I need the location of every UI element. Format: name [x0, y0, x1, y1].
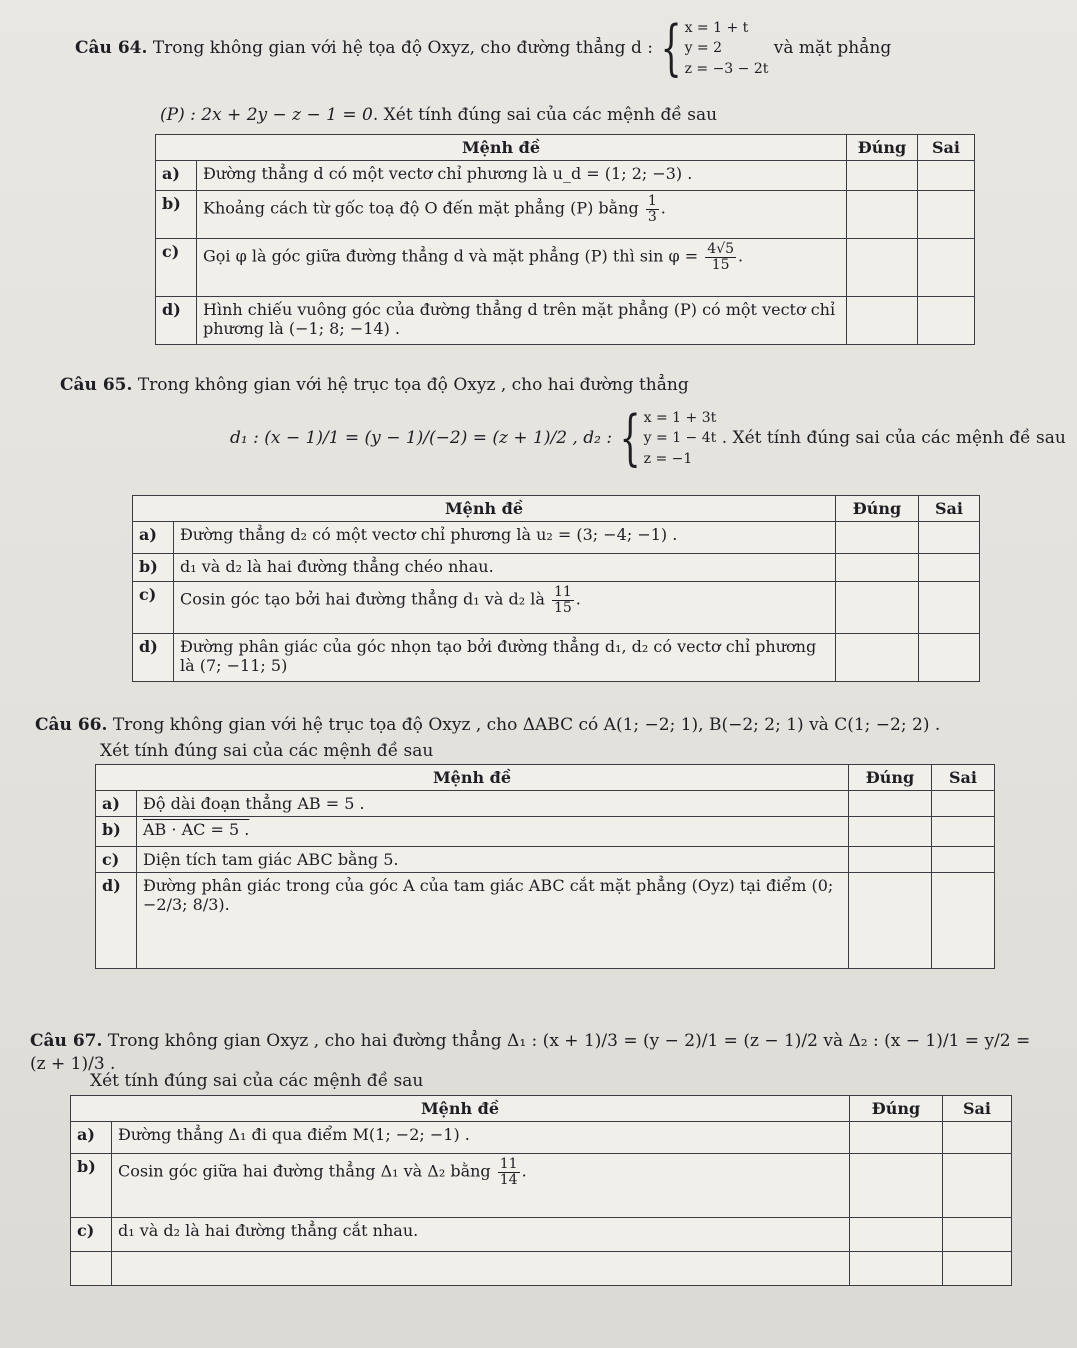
statement-text: d₁ và d₂ là hai đường thẳng cắt nhau. [112, 1218, 850, 1252]
statement-text: Đường phân giác trong của góc A của tam giác ABC cắt mặt phẳng (Oyz) tại điểm (0; −2/3; 8/3). [137, 873, 849, 969]
header-false: Sai [919, 496, 980, 522]
answer-false-cell[interactable] [932, 873, 995, 969]
question-text: . Xét tính đúng sai của các mệnh đề sau [721, 427, 1066, 448]
plane-equation: (P) : 2x + 2y − z − 1 = 0 [160, 105, 373, 125]
answer-true-cell[interactable] [850, 1122, 943, 1154]
question-67-sub [90, 1070, 423, 1093]
answer-false-cell[interactable] [919, 634, 980, 682]
statement-cell: Gọi φ là góc giữa đường thẳng d và mặt phẳng (P) thì sin φ = $\frac{4√5}{15}$ . [197, 239, 847, 297]
answer-true-cell[interactable] [849, 817, 932, 847]
question-label: Câu 67. [30, 1031, 103, 1051]
statement-text: Diện tích tam giác ABC bằng 5. [137, 847, 849, 873]
row-label: c) [71, 1218, 112, 1252]
row-label: c) [133, 582, 174, 634]
answer-false-cell[interactable] [919, 582, 980, 634]
header-statement: Mệnh đề [71, 1096, 850, 1122]
fraction: $\frac{1}{3}$ [647, 193, 657, 225]
answer-false-cell[interactable] [918, 191, 975, 239]
answer-true-cell[interactable] [847, 297, 918, 345]
fraction: $\frac{4√5}{15}$ [707, 241, 735, 273]
answer-true-cell[interactable] [850, 1218, 943, 1252]
row-label: d) [96, 873, 137, 969]
question-64-header [75, 13, 975, 84]
question-text: Trong không gian với hệ trục tọa độ Oxyz , cho ΔABC có A(1; −2; 1), B(−2; 2; 1) và C(1; −2; 2) . [112, 715, 941, 735]
question-text: Trong không gian Oxyz , cho hai đường thẳng Δ₁ : (x + 1)/3 = (y − 2)/1 = (z − 1)/2 và Δ₂ : (x − 1)/1 = y/2 = (z + 1)/3 . [30, 1031, 1031, 1074]
answer-false-cell[interactable] [932, 817, 995, 847]
row-label: c) [156, 239, 197, 297]
header-true: Đúng [836, 496, 919, 522]
row-label: b) [71, 1154, 112, 1218]
header-statement: Mệnh đề [96, 765, 849, 791]
question-text: và mặt phẳng [773, 37, 892, 58]
answer-false-cell[interactable] [919, 522, 980, 554]
statement-cell: Cosin góc tạo bởi hai đường thẳng d₁ và d₂ là $\frac{11}{15}$ . [174, 582, 836, 634]
question-label: Câu 65. [60, 375, 133, 395]
question-text: Xét tính đúng sai của các mệnh đề sau [100, 741, 434, 761]
answer-false-cell[interactable] [943, 1154, 1012, 1218]
statement-text: Hình chiếu vuông góc của đường thẳng d trên mặt phẳng (P) có một vectơ chỉ phương là (−1; 8; −14) . [197, 297, 847, 345]
header-true: Đúng [850, 1096, 943, 1122]
answer-true-cell[interactable] [847, 239, 918, 297]
question-66-header [35, 714, 1045, 737]
fraction: $\frac{11}{15}$ [553, 584, 572, 616]
answer-true-cell[interactable] [847, 161, 918, 191]
question-64-plane [160, 104, 717, 127]
answer-false-cell[interactable] [943, 1122, 1012, 1154]
answer-true-cell[interactable] [836, 554, 919, 582]
answer-true-cell[interactable] [850, 1154, 943, 1218]
system-line: z = −3 − 2t [684, 60, 769, 77]
row-label: a) [156, 161, 197, 191]
question-text: Trong không gian với hệ trục tọa độ Oxyz , cho hai đường thẳng [137, 375, 689, 395]
header-statement: Mệnh đề [133, 496, 836, 522]
answer-true-cell[interactable] [849, 847, 932, 873]
header-false: Sai [932, 765, 995, 791]
answer-false-cell[interactable] [932, 847, 995, 873]
answer-false-cell[interactable] [943, 1218, 1012, 1252]
row-label: b) [96, 817, 137, 847]
answer-false-cell[interactable] [918, 161, 975, 191]
statement-empty [112, 1252, 850, 1286]
statement-cell: Cosin góc giữa hai đường thẳng Δ₁ và Δ₂ bằng $\frac{11}{14}$ . [112, 1154, 850, 1218]
statements-table-67 [70, 1095, 1012, 1286]
question-label: Câu 66. [35, 715, 108, 735]
question-65-lines [230, 403, 1066, 474]
statements-table-65 [132, 495, 980, 682]
question-66-sub [100, 740, 433, 763]
statements-table-66 [95, 764, 995, 969]
answer-true-cell[interactable] [849, 873, 932, 969]
line-name: d : [630, 37, 653, 58]
row-label: a) [71, 1122, 112, 1154]
statement-text: Đường thẳng d₂ có một vectơ chỉ phương là u₂ = (3; −4; −1) . [174, 522, 836, 554]
answer-false-cell[interactable] [932, 791, 995, 817]
row-label-empty [71, 1252, 112, 1286]
header-statement: Mệnh đề [156, 135, 847, 161]
system-line: y = 2 [684, 40, 723, 57]
system-line: y = 1 − 4t [643, 430, 717, 447]
statement-text: Đường thẳng Δ₁ đi qua điểm M(1; −2; −1) . [112, 1122, 850, 1154]
row-label: b) [133, 554, 174, 582]
answer-false-cell[interactable] [943, 1252, 1012, 1286]
row-label: d) [156, 297, 197, 345]
parametric-system: { x = 1 + t y = 2 z = −3 − 2t [660, 13, 769, 84]
statements-table-64 [155, 134, 975, 345]
statement-text: Cosin góc giữa hai đường thẳng Δ₁ và Δ₂ bằng [118, 1161, 491, 1181]
answer-false-cell[interactable] [918, 297, 975, 345]
system-line: z = −1 [643, 450, 693, 467]
statement-text: Đường thẳng d có một vectơ chỉ phương là u_d = (1; 2; −3) . [197, 161, 847, 191]
statement-cell: Khoảng cách từ gốc toạ độ O đến mặt phẳng (P) bằng $\frac{1}{3}$ . [197, 191, 847, 239]
question-text: Xét tính đúng sai của các mệnh đề sau [90, 1071, 424, 1091]
row-label: b) [156, 191, 197, 239]
statement-text: d₁ và d₂ là hai đường thẳng chéo nhau. [174, 554, 836, 582]
statement-text: Gọi φ là góc giữa đường thẳng d và mặt phẳng (P) thì sin φ = [203, 246, 699, 266]
statement-text: AB · AC = 5 . [137, 817, 849, 847]
answer-true-cell[interactable] [850, 1252, 943, 1286]
answer-true-cell[interactable] [836, 634, 919, 682]
row-label: d) [133, 634, 174, 682]
system-line: x = 1 + t [684, 20, 749, 36]
parametric-system: { x = 1 + 3t y = 1 − 4t z = −1 [620, 403, 717, 474]
header-true: Đúng [847, 135, 918, 161]
question-65-header [60, 374, 970, 397]
system-line: x = 1 + 3t [643, 410, 717, 426]
header-true: Đúng [849, 765, 932, 791]
answer-true-cell[interactable] [847, 191, 918, 239]
statement-text: Đường phân giác của góc nhọn tạo bởi đường thẳng d₁, d₂ có vectơ chỉ phương là (7; −11; 5) [174, 634, 836, 682]
row-label: c) [96, 847, 137, 873]
answer-false-cell[interactable] [918, 239, 975, 297]
statement-text: Độ dài đoạn thẳng AB = 5 . [137, 791, 849, 817]
question-label: Câu 64. [75, 37, 148, 58]
question-67-header [30, 1030, 1050, 1076]
answer-true-cell[interactable] [836, 522, 919, 554]
header-false: Sai [918, 135, 975, 161]
row-label: a) [133, 522, 174, 554]
row-label: a) [96, 791, 137, 817]
answer-true-cell[interactable] [849, 791, 932, 817]
fraction: $\frac{11}{14}$ [499, 1156, 518, 1188]
header-false: Sai [943, 1096, 1012, 1122]
statement-text: Khoảng cách từ gốc toạ độ O đến mặt phẳng (P) bằng [203, 198, 639, 218]
question-text: Trong không gian với hệ tọa độ Oxyz, cho đường thẳng [152, 37, 626, 58]
line-d1-equation: d₁ : (x − 1)/1 = (y − 1)/(−2) = (z + 1)/2 , d₂ : [230, 427, 613, 448]
answer-false-cell[interactable] [919, 554, 980, 582]
statement-text: Cosin góc tạo bởi hai đường thẳng d₁ và d₂ là [180, 589, 545, 609]
question-text: . Xét tính đúng sai của các mệnh đề sau [372, 105, 718, 125]
answer-true-cell[interactable] [836, 582, 919, 634]
